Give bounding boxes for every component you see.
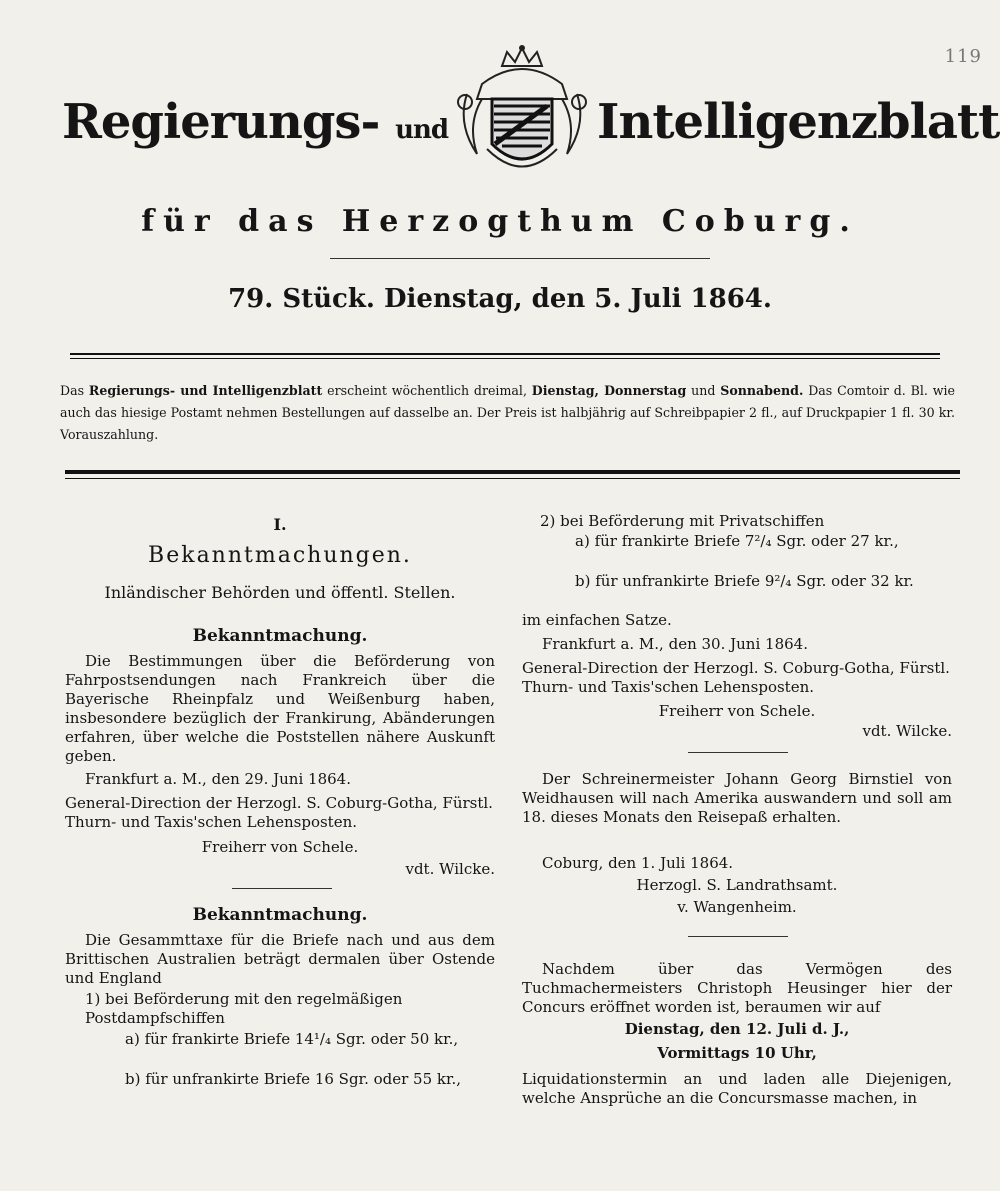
hearing-day: Dienstag, den 12. Juli d. J.,	[624, 1020, 850, 1038]
announcement-title: Bekanntmachung.	[192, 626, 368, 646]
masthead-subtitle: für das Herzogthum Coburg.	[141, 204, 859, 239]
divider	[232, 888, 332, 889]
notice-signature: v. Wangenheim.	[677, 898, 797, 916]
postage-rate: a) für frankirte Briefe 7²/₄ Sgr. oder 27 kr.,	[575, 532, 899, 550]
divider	[688, 936, 788, 937]
issue-line: 79. Stück. Dienstag, den 5. Juli 1864.	[228, 284, 772, 314]
divider	[70, 358, 940, 359]
divider	[70, 353, 940, 355]
masthead-title-right: Intelligenzblatt	[597, 94, 1000, 150]
hearing-time: Vormittags 10 Uhr,	[657, 1044, 817, 1062]
divider	[330, 258, 710, 259]
section-subtitle: Inländischer Behörden und öffentl. Stellen.	[104, 583, 456, 602]
announcement-signature: Freiherr von Schele.	[658, 702, 816, 720]
postage-item: 1) bei Beförderung mit den regelmäßigen Postdampfschiffen	[85, 990, 403, 1027]
announcement-text: Die Gesammttaxe für die Briefe nach und aus dem Brittischen Australien beträgt dermalen über Ostende und England	[65, 931, 495, 987]
divider	[65, 470, 960, 474]
announcement-signature: Freiherr von Schele.	[201, 838, 359, 856]
bankruptcy-notice: Nachdem über das Vermögen des Tuchmachermeisters Christoph Heusinger hier der Concurs eröffnet worden ist, beraumen wir auf	[522, 960, 952, 1016]
announcement-title: Bekanntmachung.	[192, 905, 368, 925]
section-title: Bekanntmachungen.	[148, 543, 412, 568]
announcement-text: Die Bestimmungen über die Beförderung von Fahrpostsendungen nach Frankreich über die Bayerische Rheinpfalz und Weißenburg haben, insbesondere bezüglich der Frankirung, Abänderungen erfahren, über welche die Poststellen nähere Auskunft geben.	[65, 652, 495, 765]
emigration-notice: Der Schreinermeister Johann Georg Birnstiel von Weidhausen will nach Amerika auswandern und soll am 18. dieses Monats den Reisepaß erhalten.	[522, 770, 952, 826]
subscription-notice: Das Regierungs- und Intelligenzblatt erscheint wöchentlich dreimal, Dienstag, Donnerstag und Sonnabend. Das Comtoir d. Bl. wie auch das hiesige Postamt nehmen Bestellungen auf dasselbe an. Der Preis ist halbjährig auf Schreibpapier 2 fl., auf Druckpapier 1 fl. 30 kr. Vorauszahlung.	[60, 383, 956, 442]
masthead	[62, 84, 1000, 194]
divider	[688, 752, 788, 753]
postage-rate: b) für unfrankirte Briefe 9²/₄ Sgr. oder 32 kr.	[575, 572, 914, 590]
postage-rate: b) für unfrankirte Briefe 16 Sgr. oder 55 kr.,	[125, 1070, 462, 1088]
bankruptcy-notice-continued: Liquidationstermin an und laden alle Diejenigen, welche Ansprüche an die Concursmasse machen, in	[522, 1070, 952, 1107]
masthead-title-left: Regierungs- und	[62, 94, 449, 150]
postage-rate: a) für frankirte Briefe 14¹/₄ Sgr. oder 50 kr.,	[125, 1030, 459, 1048]
announcement-date: Frankfurt a. M., den 30. Juni 1864.	[542, 635, 808, 653]
section-number: I.	[273, 515, 287, 534]
announcement-issuer: General-Direction der Herzogl. S. Coburg-Gotha, Fürstl. Thurn- und Taxis'schen Lehensposten.	[522, 659, 950, 696]
notice-issuer: Herzogl. S. Landrathsamt.	[636, 876, 838, 894]
postage-item: 2) bei Beförderung mit Privatschiffen	[540, 512, 825, 530]
page-number: 119	[944, 46, 982, 67]
coat-of-arms-icon	[447, 44, 597, 194]
announcement-date: Frankfurt a. M., den 29. Juni 1864.	[85, 770, 351, 788]
announcement-countersign: vdt. Wilcke.	[862, 722, 952, 740]
divider	[65, 478, 960, 479]
announcement-issuer: General-Direction der Herzogl. S. Coburg-Gotha, Fürstl. Thurn- und Taxis'schen Lehensposten.	[65, 794, 493, 831]
notice-date: Coburg, den 1. Juli 1864.	[542, 854, 734, 872]
postage-note: im einfachen Satze.	[522, 611, 672, 629]
announcement-countersign: vdt. Wilcke.	[405, 860, 495, 878]
